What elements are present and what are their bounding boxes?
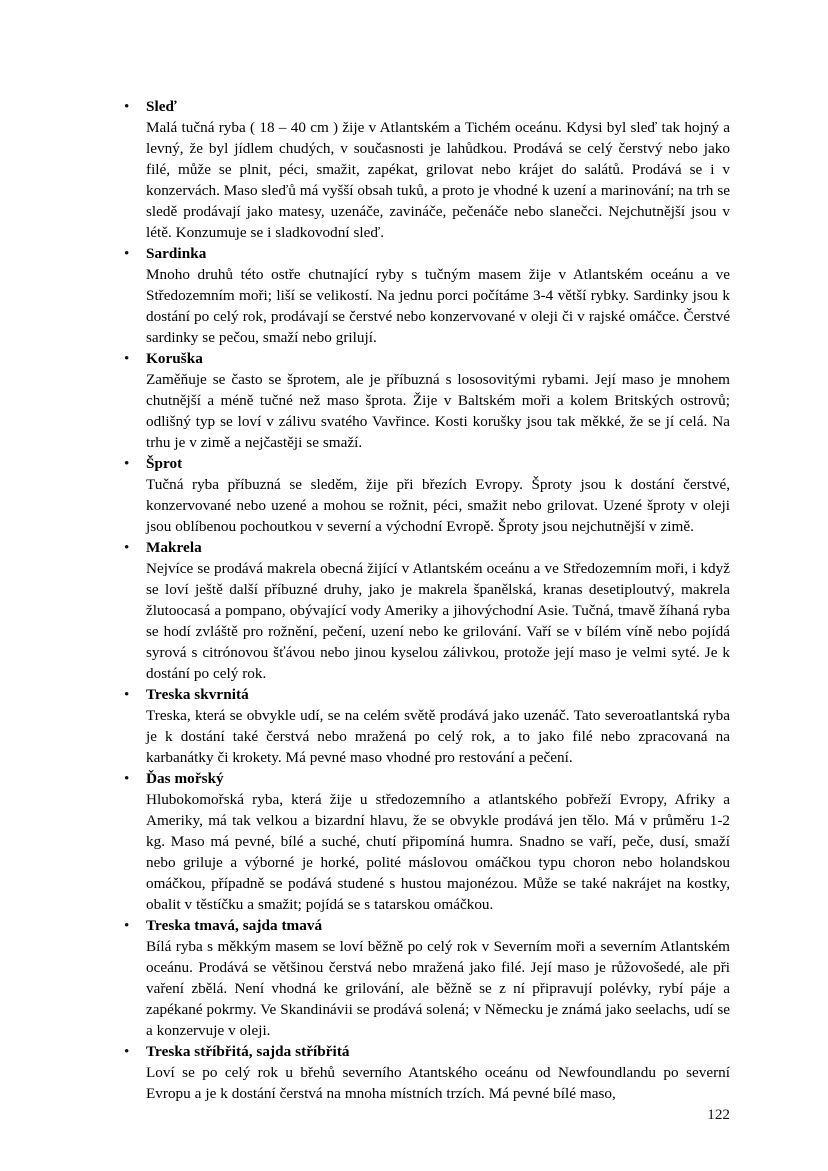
bullet-icon: •	[124, 539, 130, 556]
entry-heading: Makrela	[146, 539, 202, 556]
bullet-icon: •	[124, 917, 130, 934]
entry-description: Hlubokomořská ryba, která žije u středozemního a atlantského pobřeží Evropy, Afriky a Ameriky, má tak velkou a bizardní hlavu, že se obvykle prodává jen tělo. Má v průměru 1-2 kg. Maso má pevné, bílé a suché, chutí připomíná humra. Snadno se vaří, peče, dusí, smaží nebo griluje a výborné je horké, polité máslovou omáčkou typu choron nebo holandskou omáčkou, případně se podává studené s hustou majonézou. Může se také nakrájet na kostky, obalit v těstíčku a smažit; pojídá se s tatarskou omáčkou.	[146, 791, 730, 913]
list-item	[124, 1041, 730, 1104]
entry-heading: Treska tmavá, sajda tmavá	[146, 917, 323, 934]
list-item	[124, 243, 730, 348]
list-item	[124, 96, 730, 243]
entry-description: Tučná ryba příbuzná se sleděm, žije při březích Evropy. Šproty jsou k dostání čerstvé, konzervované nebo uzené a mohou se rožnit, péci, smažit nebo grilovat. Uzené šproty v oleji jsou oblíbenou pochoutkou v severní a východní Evropě. Šproty jsou nejchutnější v zimě.	[146, 476, 730, 535]
entry-description: Loví se po celý rok u břehů severního Atantského oceánu od Newfoundlandu po severní Evropu a je k dostání čerstvá na mnoha místních trzích. Má pevné bílé maso,	[146, 1064, 730, 1102]
page-content	[124, 96, 730, 1104]
entry-heading: Šprot	[146, 455, 183, 472]
entry-description: Bílá ryba s měkkým masem se loví běžně po celý rok v Severním moři a severním Atlantském oceánu. Prodává se většinou čerstvá nebo mražená jako filé. Její maso je růžovošedé, ale při vaření zbělá. Není vhodná ke grilování, ale běžně se z ní připravují polévky, rybí páje a zapékané pokrmy. Ve Skandinávii se prodává solená; v Německu je známá jako seelachs, udí se a konzervuje v oleji.	[146, 938, 730, 1039]
list-item	[124, 537, 730, 684]
list-item	[124, 453, 730, 537]
entry-heading: Ďas mořský	[146, 770, 224, 787]
list-item	[124, 684, 730, 768]
entry-heading: Koruška	[146, 350, 203, 367]
bullet-icon: •	[124, 245, 130, 262]
page-number: 122	[707, 1106, 730, 1123]
list-item	[124, 348, 730, 453]
bullet-icon: •	[124, 98, 130, 115]
fish-entry-list	[124, 96, 730, 1104]
entry-heading: Treska skvrnitá	[146, 686, 249, 703]
list-item	[124, 768, 730, 915]
bullet-icon: •	[124, 686, 130, 703]
entry-description: Mnoho druhů této ostře chutnající ryby s tučným masem žije v Atlantském oceánu a ve Středozemním moři; liší se velikostí. Na jednu porci počítáme 3-4 větší rybky. Sardinky jsou k dostání po celý rok, prodávají se čerstvé nebo konzervované v oleji či v rajské omáčce. Čerstvé sardinky se pečou, smaží nebo grilují.	[146, 266, 730, 346]
entry-heading: Treska stříbřitá, sajda stříbřitá	[146, 1043, 350, 1060]
entry-description: Nejvíce se prodává makrela obecná žijící v Atlantském oceánu a ve Středozemním moři, i když se loví ještě další příbuzné druhy, jako je makrela španělská, kranas desetiploutvý, makrela žlutoocasá a pompano, obývající vody Ameriky a jihovýchodní Asie. Tučná, tmavě žíhaná ryba se hodí zvláště pro rožnění, pečení, uzení nebo ke grilování. Vaří se v bílém víně nebo pojídá syrová s citrónovou šťávou nebo jinou kyselou zálivkou, protože její maso je velmi syté. Je k dostání po celý rok.	[146, 560, 730, 682]
bullet-icon: •	[124, 770, 130, 787]
entry-description: Zaměňuje se často se šprotem, ale je příbuzná s lososovitými rybami. Její maso je mnohem chutnější a méně tučné než maso šprota. Žije v Baltském moři a kolem Britských ostrovů; odlišný typ se loví v zálivu svatého Vavřince. Kosti korušky jsou tak měkké, že se jí celá. Na trhu je v zimě a nejčastěji se smaží.	[146, 371, 730, 451]
bullet-icon: •	[124, 1043, 130, 1060]
bullet-icon: •	[124, 350, 130, 367]
entry-heading: Sardinka	[146, 245, 207, 262]
entry-description: Malá tučná ryba ( 18 – 40 cm ) žije v Atlantském a Tichém oceánu. Kdysi byl sleď tak hojný a levný, že byl jídlem chudých, v současnosti je lahůdkou. Prodává se celý čerstvý nebo jako filé, může se plnit, péci, smažit, zapékat, grilovat nebo krájet do salátů. Prodává se i v konzervách. Maso sleďů má vyšší obsah tuků, a proto je vhodné k uzení a marinování; na trh se sledě prodávají jako matesy, uzenáče, zavináče, pečenáče nebo slanečci. Nejchutnější jsou v létě. Konzumuje se i sladkovodní sleď.	[146, 119, 730, 241]
bullet-icon: •	[124, 455, 130, 472]
list-item	[124, 915, 730, 1041]
entry-heading: Sleď	[146, 98, 177, 115]
entry-description: Treska, která se obvykle udí, se na celém světě prodává jako uzenáč. Tato severoatlantská ryba je k dostání také čerstvá nebo mražená po celý rok, a to jako filé nebo zpracovaná na karbanátky či krokety. Má pevné maso vhodné pro restování a pečení.	[146, 707, 730, 766]
